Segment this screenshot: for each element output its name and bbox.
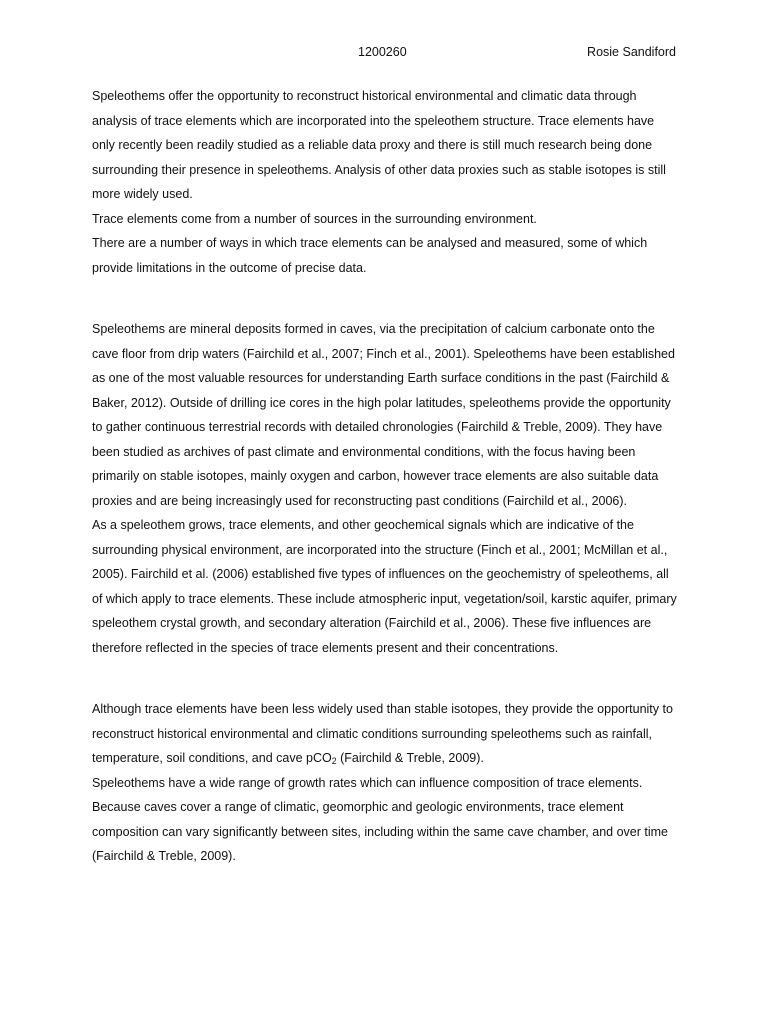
page-header [92, 43, 676, 61]
paragraph-gap [92, 280, 678, 317]
document-body [92, 84, 678, 869]
author-name: Rosie Sandiford [587, 45, 676, 59]
variation-paragraph: Because caves cover a range of climatic, geomorphic and geologic environments, trace element composition can vary significantly between sites, including within the same cave chamber, and over time (Fairchild & Treble, 2009). [92, 800, 668, 863]
student-id: 1200260 [358, 45, 407, 59]
formation-paragraph: Speleothems are mineral deposits formed in caves, via the precipitation of calcium carbonate onto the cave floor from drip waters (Fairchild et al., 2007; Finch et al., 2001). Speleothems have been established as one of the most valuable resources for understanding Earth surface conditions in the past (Fairchild & Baker, 2012). Outside of drilling ice cores in the high polar latitudes, speleothems provide the opportunity to gather continuous terrestrial records with detailed chronologies (Fairchild & Treble, 2009). They have been studied as archives of past climate and environmental conditions, with the focus having been primarily on stable isotopes, mainly oxygen and carbon, however trace elements are also suitable data proxies and are being increasingly used for reconstructing past conditions (Fairchild et al., 2006). [92, 322, 675, 508]
methods-paragraph: There are a number of ways in which trace elements can be analysed and measured, some of which provide limitations in the outcome of precise data. [92, 236, 648, 275]
proxy-text: Although trace elements have been less widely used than stable isotopes, they provide the opportunity to reconstruct historical environmental and climatic conditions surrounding speleothems such as rainfall, temperature, soil conditions, and cave pCO [92, 702, 673, 765]
co2-subscript: 2 [331, 756, 337, 767]
intro-paragraph: Speleothems offer the opportunity to reconstruct historical environmental and climatic data through analysis of trace elements which are incorporated into the speleothem structure. Trace elements have only recently been readily studied as a reliable data proxy and there is still much research being done surrounding their presence in speleothems. Analysis of other data proxies such as stable isotopes is still more widely used. [92, 89, 666, 201]
sources-paragraph: Trace elements come from a number of sources in the surrounding environment. [92, 211, 537, 226]
proxy-paragraph [92, 697, 678, 771]
influences-paragraph: As a speleothem grows, trace elements, and other geochemical signals which are indicative of the surrounding physical environment, are incorporated into the structure (Finch et al., 2001; McMillan et al., 2005). Fairchild et al. (2006) established five types of influences on the geochemistry of speleothems, all of which apply to trace elements. These include atmospheric input, vegetation/soil, karstic aquifer, primary speleothem crystal growth, and secondary alteration (Fairchild et al., 2006). These five influences are therefore reflected in the species of trace elements present and their concentrations. [92, 518, 677, 655]
growth-rate-paragraph: Speleothems have a wide range of growth rates which can influence composition of trace elements. [92, 775, 643, 790]
proxy-citation: (Fairchild & Treble, 2009). [336, 751, 484, 765]
paragraph-gap [92, 660, 678, 697]
